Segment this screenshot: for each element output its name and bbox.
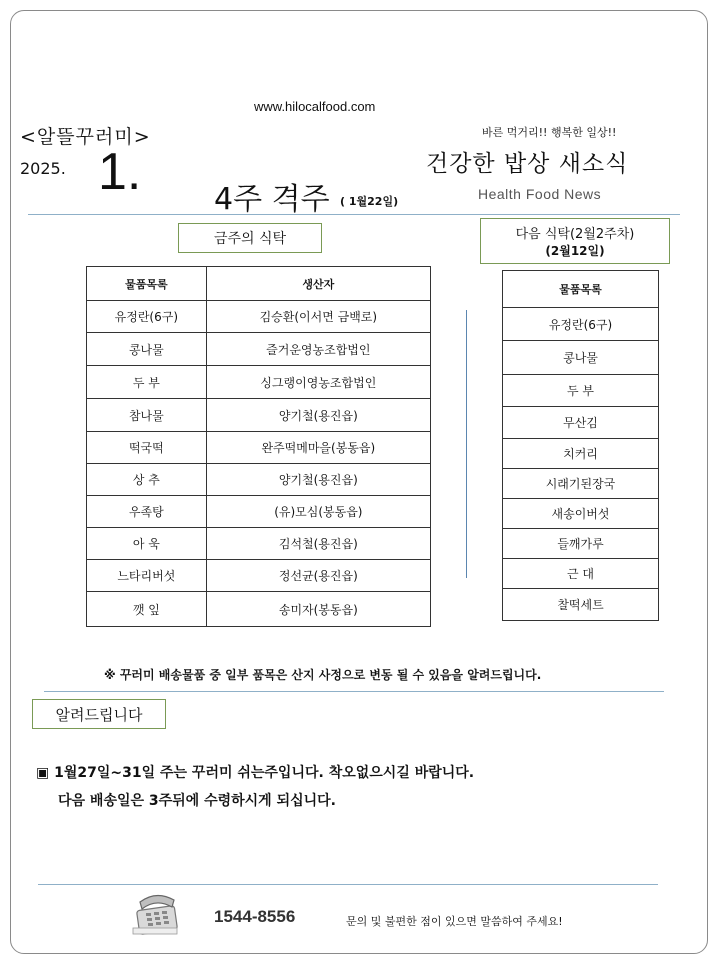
item-cell: 두 부 bbox=[503, 375, 659, 407]
item-cell: 두 부 bbox=[87, 366, 207, 399]
table-row bbox=[87, 592, 431, 627]
this-week-title: 금주의 식탁 bbox=[213, 231, 287, 247]
producer-cell: 김석철(용진읍) bbox=[206, 528, 430, 560]
substitution-note: ※ 꾸러미 배송물품 중 일부 품목은 산지 사정으로 변동 될 수 있음을 알려드립니다. bbox=[104, 668, 542, 682]
notice-divider bbox=[44, 691, 664, 692]
list-item bbox=[503, 308, 659, 341]
next-week-table bbox=[502, 270, 659, 621]
producer-cell: 양기철(용진읍) bbox=[206, 399, 430, 432]
issue-year: 2025. bbox=[20, 159, 66, 178]
item-cell: 찰떡세트 bbox=[503, 589, 659, 621]
list-item bbox=[503, 375, 659, 407]
this-week-title-box bbox=[178, 223, 322, 253]
item-cell: 새송이버섯 bbox=[503, 499, 659, 529]
item-cell: 무산김 bbox=[503, 407, 659, 439]
issue-date: ( 1월22일) bbox=[340, 195, 399, 208]
list-item bbox=[503, 589, 659, 621]
column-header-item: 물품목록 bbox=[87, 267, 207, 301]
producer-cell: 김승환(이서면 금백로) bbox=[206, 301, 430, 333]
table-row bbox=[87, 399, 431, 432]
website-url[interactable]: www.hilocalfood.com bbox=[254, 99, 376, 114]
column-divider bbox=[466, 310, 467, 578]
contact-message: 문의 및 불편한 점이 있으면 말씀하여 주세요! bbox=[346, 915, 563, 928]
list-item bbox=[503, 407, 659, 439]
notice-line-1 bbox=[36, 762, 474, 782]
item-cell: 콩나물 bbox=[87, 333, 207, 366]
list-item bbox=[503, 439, 659, 469]
table-row bbox=[87, 333, 431, 366]
footer-divider bbox=[38, 884, 658, 885]
producer-cell: (유)모심(봉동읍) bbox=[206, 496, 430, 528]
this-week-table bbox=[86, 266, 431, 627]
column-header-producer: 생산자 bbox=[206, 267, 430, 301]
list-item bbox=[503, 559, 659, 589]
brand-name: <알뜰꾸러미> bbox=[20, 126, 151, 148]
item-cell: 상 추 bbox=[87, 464, 207, 496]
headline: 건강한 밥상 새소식 bbox=[426, 151, 629, 177]
slogan: 바른 먹거리!! 행복한 일상!! bbox=[482, 126, 617, 139]
producer-cell: 완주떡메마을(봉동읍) bbox=[206, 432, 430, 464]
item-cell: 들깨가루 bbox=[503, 529, 659, 559]
item-cell: 콩나물 bbox=[503, 341, 659, 375]
item-cell: 시래기된장국 bbox=[503, 469, 659, 499]
notice-text-1: 1월27일~31일 주는 꾸러미 쉬는주입니다. 착오없으시길 바랍니다. bbox=[54, 765, 475, 781]
item-cell: 치커리 bbox=[503, 439, 659, 469]
header-divider bbox=[28, 214, 680, 215]
item-cell: 유정란(6구) bbox=[503, 308, 659, 341]
next-week-title: 다음 식탁(2월2주차) bbox=[515, 227, 635, 242]
phone-number[interactable]: 1544-8556 bbox=[214, 907, 296, 926]
item-cell: 근 대 bbox=[503, 559, 659, 589]
item-cell: 느타리버섯 bbox=[87, 560, 207, 592]
producer-cell: 정선균(용진읍) bbox=[206, 560, 430, 592]
notice-text-2: 다음 배송일은 3주뒤에 수령하시게 되십니다. bbox=[58, 793, 336, 809]
table-row bbox=[87, 301, 431, 333]
producer-cell: 양기철(용진읍) bbox=[206, 464, 430, 496]
next-week-date: (2월12일) bbox=[545, 244, 605, 258]
telephone-icon bbox=[130, 888, 182, 938]
list-item bbox=[503, 469, 659, 499]
list-item bbox=[503, 529, 659, 559]
item-cell: 우족탕 bbox=[87, 496, 207, 528]
item-cell: 떡국떡 bbox=[87, 432, 207, 464]
notice-title-box bbox=[32, 699, 166, 729]
table-row bbox=[87, 560, 431, 592]
issue-month: 1. bbox=[98, 143, 142, 201]
table-row bbox=[87, 464, 431, 496]
item-cell: 깻 잎 bbox=[87, 592, 207, 627]
issue-week: 4주 격주 bbox=[214, 182, 330, 217]
list-item bbox=[503, 499, 659, 529]
next-week-title-box bbox=[480, 218, 670, 264]
item-cell: 유정란(6구) bbox=[87, 301, 207, 333]
table-row bbox=[87, 432, 431, 464]
list-item bbox=[503, 341, 659, 375]
table-row bbox=[87, 528, 431, 560]
producer-cell: 송미자(봉동읍) bbox=[206, 592, 430, 627]
english-subtitle: Health Food News bbox=[478, 186, 602, 202]
table-row bbox=[87, 496, 431, 528]
table-row bbox=[87, 366, 431, 399]
item-cell: 참나물 bbox=[87, 399, 207, 432]
notice-title: 알려드립니다 bbox=[55, 705, 143, 724]
bullet-icon: ▣ bbox=[36, 765, 50, 781]
producer-cell: 싱그랭이영농조합법인 bbox=[206, 366, 430, 399]
column-header-item: 물품목록 bbox=[503, 271, 659, 308]
item-cell: 아 욱 bbox=[87, 528, 207, 560]
producer-cell: 즐거운영농조합법인 bbox=[206, 333, 430, 366]
